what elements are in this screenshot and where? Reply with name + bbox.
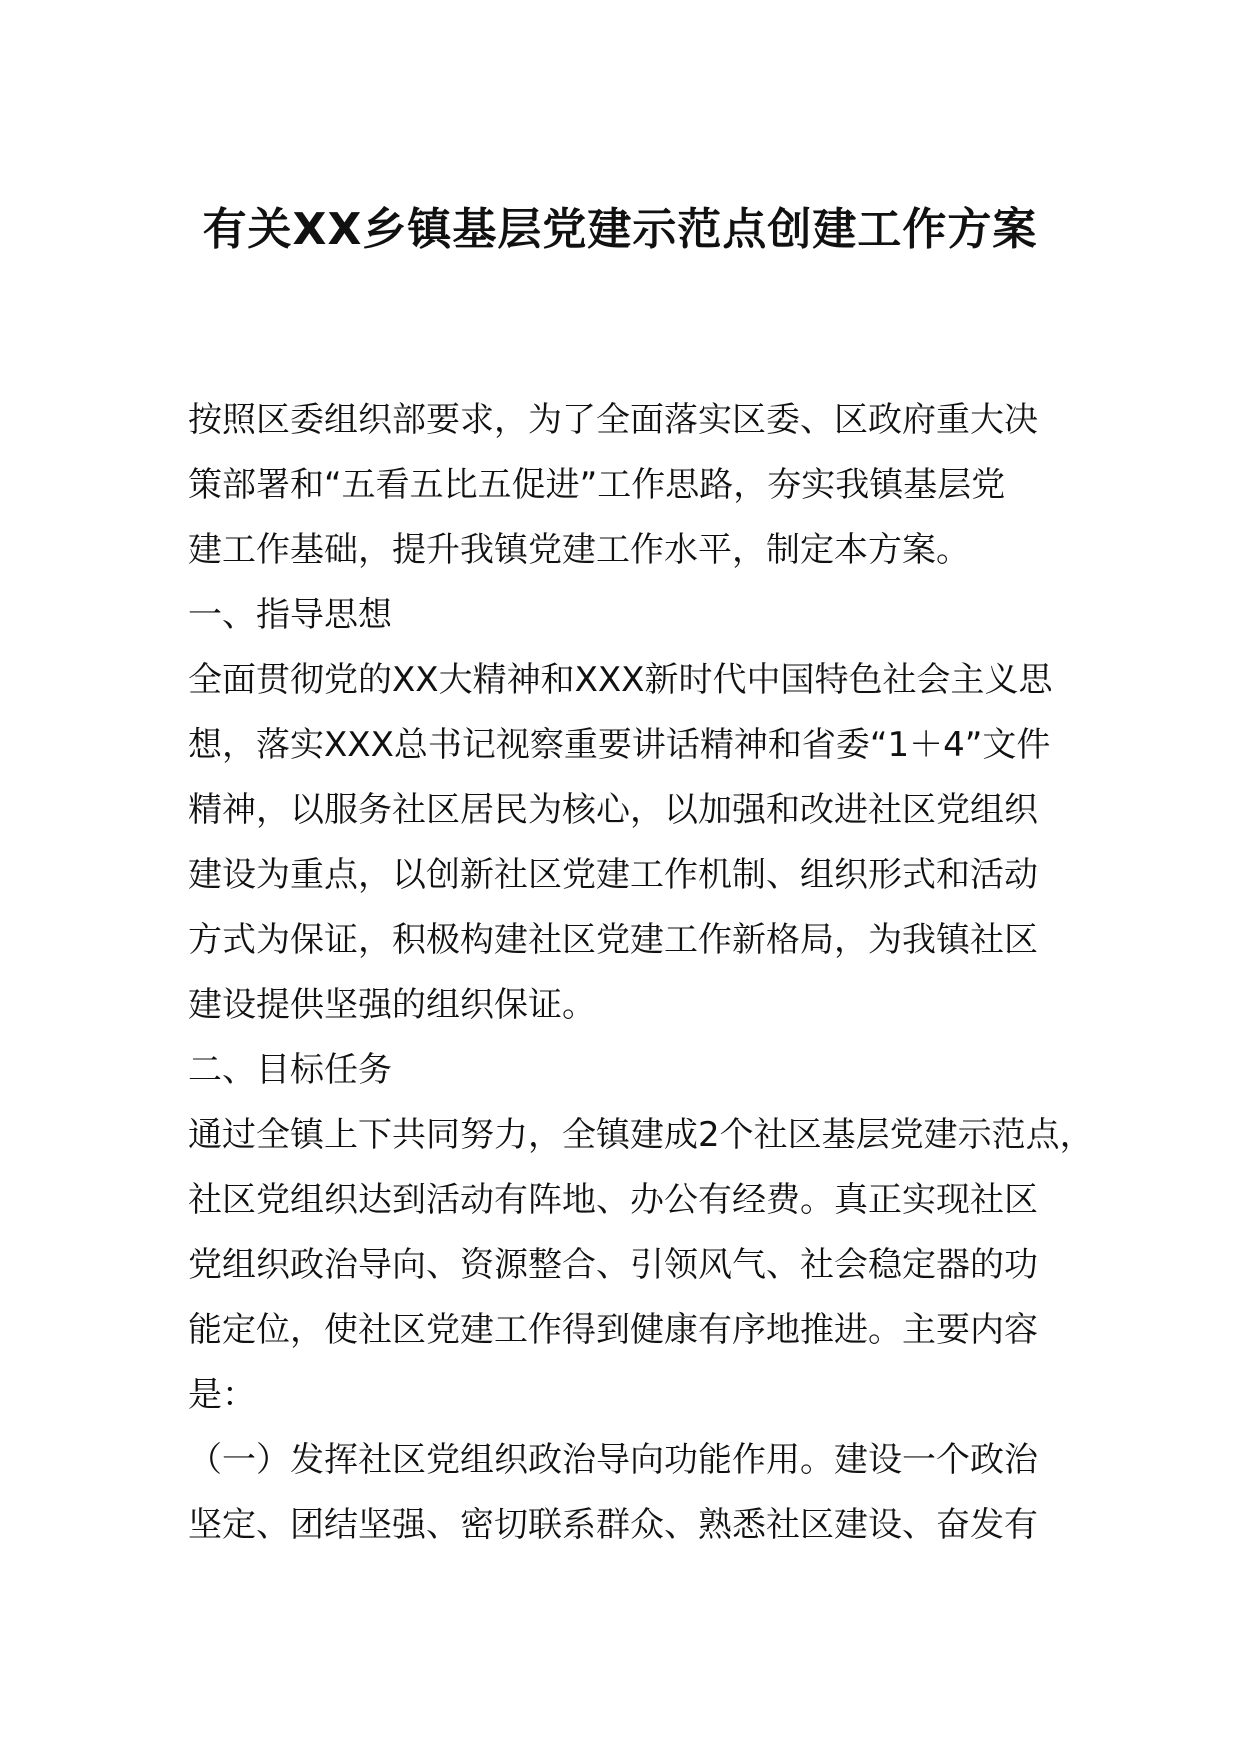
body-line: 想，落实XXX总书记视察重要讲话精神和省委“1＋4”文件 [188, 725, 1051, 765]
body-line: 通过全镇上下共同努力，全镇建成2个社区基层党建示范点， [188, 1115, 1094, 1155]
body-line: 建设为重点，以创新社区党建工作机制、组织形式和活动 [188, 855, 1038, 895]
body-line: 党组织政治导向、资源整合、引领风气、社会稳定器的功 [188, 1245, 1038, 1285]
section-heading: 一、指导思想 [188, 595, 392, 635]
body-line: 社区党组织达到活动有阵地、办公有经费。真正实现社区 [188, 1180, 1038, 1220]
body-line: 方式为保证，积极构建社区党建工作新格局，为我镇社区 [188, 920, 1038, 960]
document-body [188, 388, 1094, 1558]
body-line: 按照区委组织部要求，为了全面落实区委、区政府重大决 [188, 400, 1038, 440]
body-line: （一）发挥社区党组织政治导向功能作用。建设一个政治 [188, 1440, 1038, 1480]
body-line: 建设提供坚强的组织保证。 [188, 985, 596, 1025]
body-line: 策部署和“五看五比五促进”工作思路，夯实我镇基层党 [188, 465, 1006, 505]
body-line: 是： [188, 1375, 256, 1415]
body-line: 精神，以服务社区居民为核心，以加强和改进社区党组织 [188, 790, 1038, 830]
body-line: 能定位，使社区党建工作得到健康有序地推进。主要内容 [188, 1310, 1038, 1350]
document-title: 有关XX乡镇基层党建示范点创建工作方案 [202, 204, 1038, 255]
body-line: 全面贯彻党的XX大精神和XXX新时代中国特色社会主义思 [188, 660, 1053, 700]
section-heading: 二、目标任务 [188, 1050, 392, 1090]
body-line: 建工作基础，提升我镇党建工作水平，制定本方案。 [188, 530, 970, 570]
body-line: 坚定、团结坚强、密切联系群众、熟悉社区建设、奋发有 [188, 1505, 1038, 1545]
